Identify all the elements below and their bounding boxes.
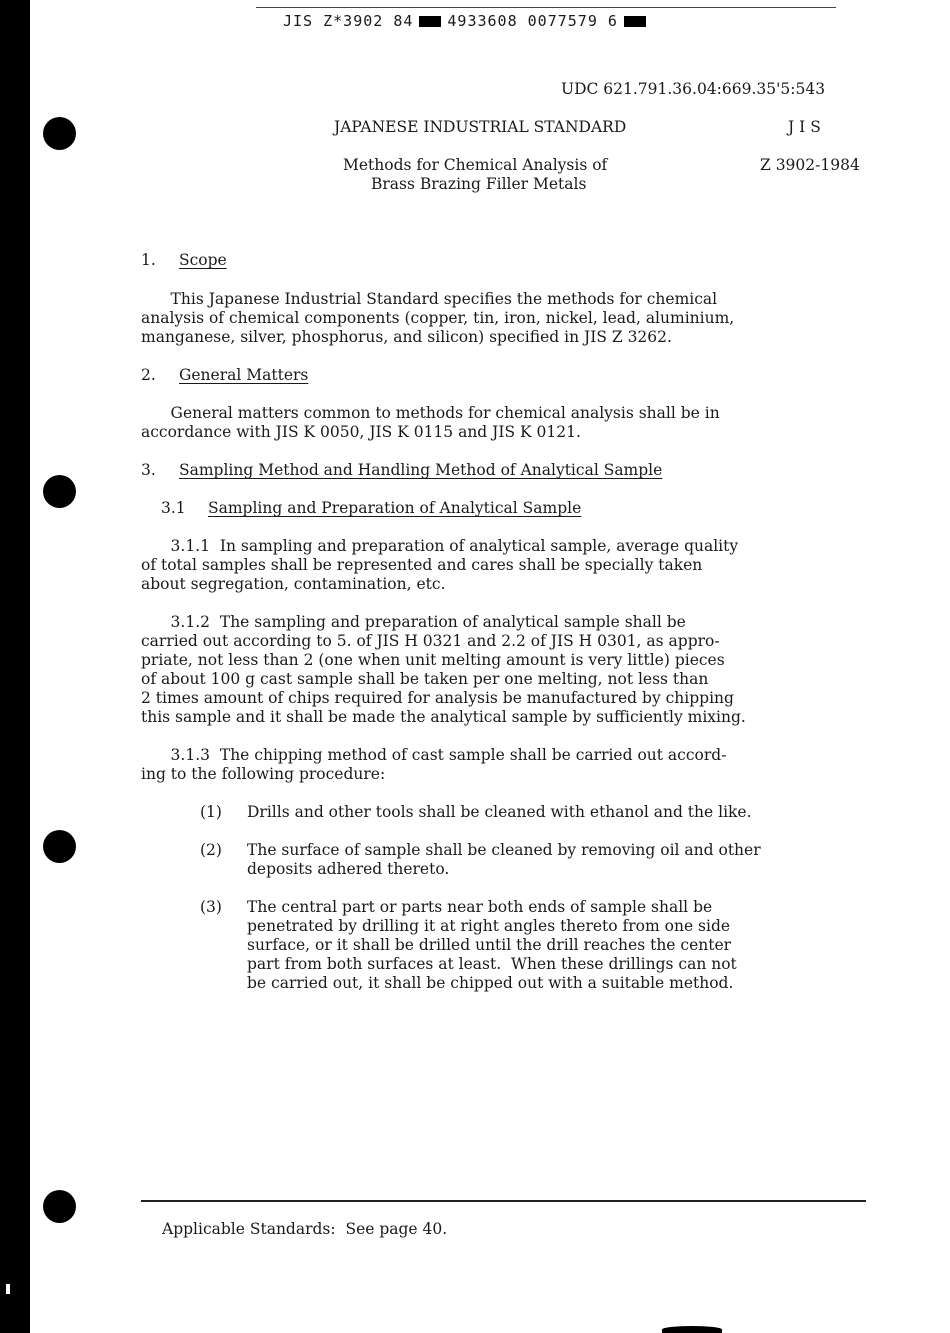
section-1-number: 1. — [141, 251, 156, 269]
list-item-text: The central part or parts near both ends of sample shall be penetrated by drilling it at right angles thereto from one side surface, or it shall be drilled until the drill reaches the center part from both surfaces at least. When these drillings can not be carried out, it shall be chipped out with a suitable method. — [247, 898, 737, 992]
clause-3-1-1: 3.1.1 In sampling and preparation of analytical sample, average quality of total samples shall be represented and cares shall be specially taken about segregation, contamination, etc. — [141, 537, 739, 593]
list-item-text: Drills and other tools shall be cleaned with ethanol and the like. — [247, 803, 752, 821]
footnote-rule — [141, 1200, 866, 1202]
section-2-title: General Matters — [179, 366, 309, 384]
applicable-standards-note: Applicable Standards: See page 40. — [162, 1220, 448, 1238]
scan-smudge — [662, 1326, 722, 1333]
clause-3-1-3: 3.1.3 The chipping method of cast sample shall be carried out accord- ing to the following procedure: — [141, 746, 727, 783]
punch-hole — [43, 475, 76, 508]
code-middle: 4933608 0077579 6 — [447, 12, 618, 30]
punch-hole — [43, 830, 76, 863]
standard-number: Z 3902-1984 — [760, 156, 860, 174]
list-item-number: (2) — [200, 841, 222, 859]
udc-number: UDC 621.791.36.04:669.35'5:543 — [561, 80, 826, 98]
punch-hole — [43, 117, 76, 150]
code-block-mark — [624, 16, 646, 27]
top-rule — [256, 7, 836, 8]
section-3-1-number: 3.1 — [161, 499, 186, 517]
punch-hole — [43, 1190, 76, 1223]
section-1-title: Scope — [179, 251, 227, 269]
code-prefix: JIS Z*3902 84 — [283, 12, 414, 30]
title-line-2: Brass Brazing Filler Metals — [371, 175, 587, 193]
clause-3-1-2: 3.1.2 The sampling and preparation of analytical sample shall be carried out according to 5. of JIS H 0321 and 2.2 of JIS H 0301, as appro- priate, not less than 2 (one when unit melting amount is very little) pieces of about 100 g cast sample shall be taken per one melting, not less than 2 times amount of chips required for analysis be manufactured by chipping this sample and it shall be made the analytical sample by sufficiently mixing. — [141, 613, 746, 726]
document-code-line — [283, 12, 652, 30]
section-3-1-title: Sampling and Preparation of Analytical Sample — [208, 499, 582, 517]
jis-mark: J I S — [788, 118, 821, 136]
scan-binding-edge — [0, 0, 30, 1333]
section-3-title: Sampling Method and Handling Method of Analytical Sample — [179, 461, 663, 479]
list-item-text: The surface of sample shall be cleaned by removing oil and other deposits adhered thereto. — [247, 841, 761, 878]
section-2-number: 2. — [141, 366, 156, 384]
section-2-body: General matters common to methods for chemical analysis shall be in accordance with JIS K 0050, JIS K 0115 and JIS K 0121. — [141, 404, 720, 441]
list-item-number: (1) — [200, 803, 222, 821]
list-item-number: (3) — [200, 898, 222, 916]
standard-name: JAPANESE INDUSTRIAL STANDARD — [334, 118, 627, 136]
section-1-body: This Japanese Industrial Standard specifies the methods for chemical analysis of chemical components (copper, tin, iron, nickel, lead, aluminium, manganese, silver, phosphorus, and silicon) specified in JIS Z 3262. — [141, 290, 735, 346]
code-block-mark — [419, 16, 441, 27]
section-3-number: 3. — [141, 461, 156, 479]
title-line-1: Methods for Chemical Analysis of — [343, 156, 608, 174]
binding-mark — [6, 1284, 10, 1294]
